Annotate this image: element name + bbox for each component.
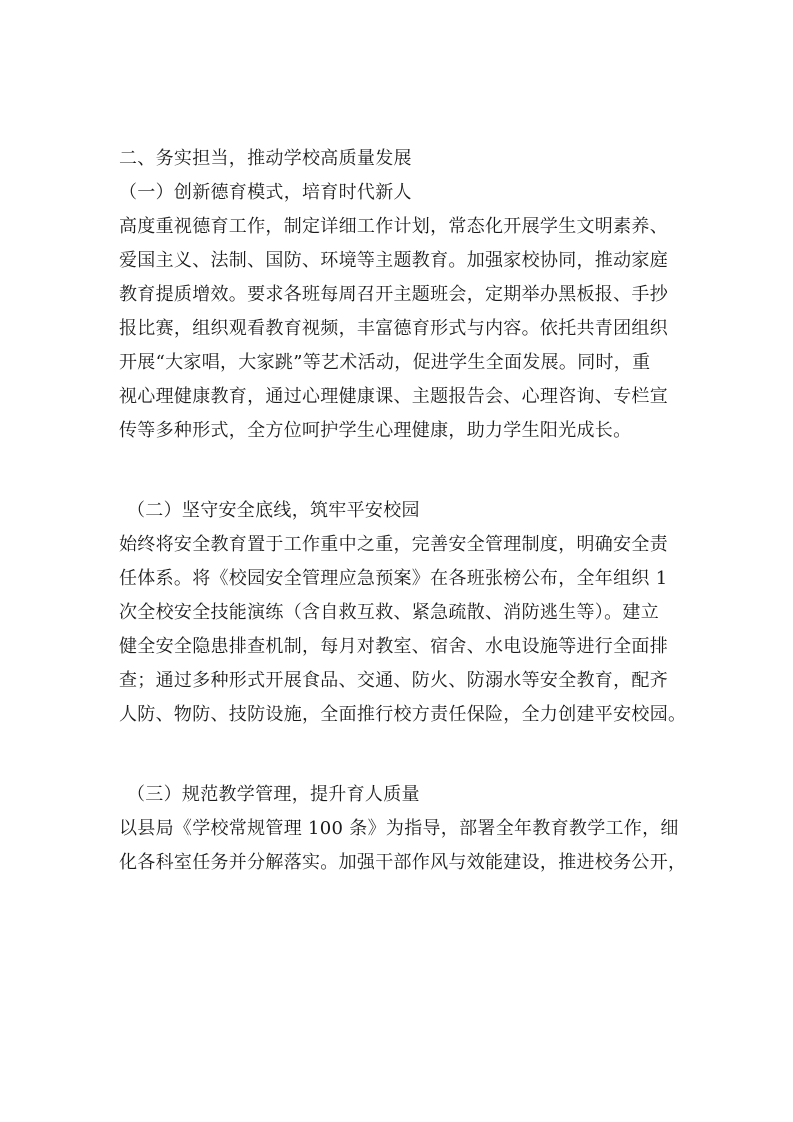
paragraph-line: 教育提质增效。要求各班每周召开主题班会，定期举办黑板报、手抄 [119, 284, 668, 305]
subsection-title: （一）创新德育模式，培育时代新人 [119, 182, 412, 203]
paragraph-line: 爱国主义、法制、国防、环境等主题教育。加强家校协同，推动家庭 [119, 250, 668, 271]
paragraph-line: 任体系。将《校园安全管理应急预案》在各班张榜公布，全年组织 1 [119, 568, 668, 589]
subsection-title: （三）规范教学管理，提升育人质量 [127, 784, 420, 805]
paragraph-line: 视心理健康教育，通过心理健康课、主题报告会、心理咨询、专栏宣 [119, 386, 668, 407]
subsection-title: （二）坚守安全底线，筑牢平安校园 [127, 500, 420, 521]
paragraph-line: 查；通过多种形式开展食品、交通、防火、防溺水等安全教育，配齐 [119, 670, 668, 691]
paragraph-line: 高度重视德育工作，制定详细工作计划，常态化开展学生文明素养、 [119, 216, 668, 237]
paragraph-spacer [119, 448, 679, 494]
paragraph-spacer [119, 732, 679, 778]
paragraph-line: 开展“大家唱，大家跳”等艺术活动，促进学生全面发展。同时，重 [119, 352, 651, 373]
paragraph-line: 人防、物防、技防设施，全面推行校方责任保险，全力创建平安校园。 [119, 704, 687, 725]
document-body [119, 142, 687, 880]
paragraph-line: 始终将安全教育置于工作重中之重，完善安全管理制度，明确安全责 [119, 534, 668, 555]
paragraph-line: 健全安全隐患排查机制，每月对教室、宿舍、水电设施等进行全面排 [119, 636, 668, 657]
paragraph-line: 传等多种形式，全方位呵护学生心理健康，助力学生阳光成长。 [119, 420, 632, 441]
paragraph-line: 以县局《学校常规管理 100 条》为指导，部署全年教育教学工作，细 [119, 818, 679, 839]
section-heading: 二、务实担当，推动学校高质量发展 [119, 148, 412, 169]
paragraph-line: 化各科室任务并分解落实。加强干部作风与效能建设，推进校务公开， [119, 852, 687, 873]
paragraph-line: 次全校安全技能演练（含自救互救、紧急疏散、消防逃生等）。建立 [119, 602, 659, 623]
paragraph-line: 报比赛，组织观看教育视频，丰富德育形式与内容。依托共青团组织 [119, 318, 668, 339]
